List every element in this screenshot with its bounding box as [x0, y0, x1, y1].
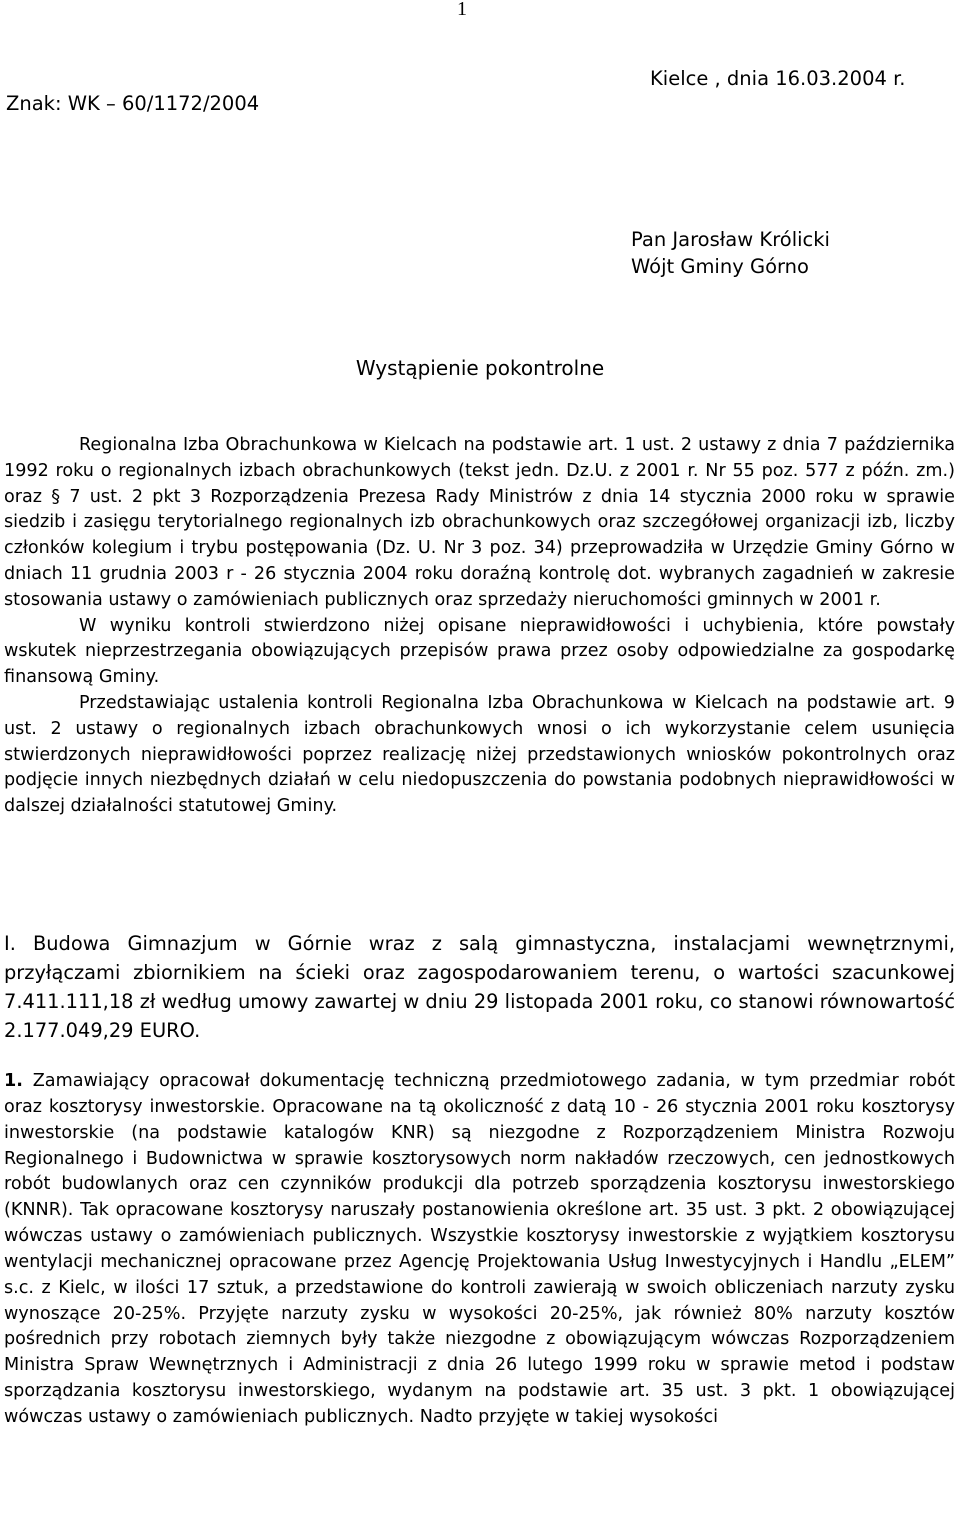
point-1: [4, 1069, 955, 1431]
document-title: Wystąpienie pokontrolne: [355, 356, 605, 380]
intro-paragraph: W wyniku kontroli stwierdzono niżej opisane nieprawidłowości i uchybienia, które powstały wskutek nieprzestrzegania obowiązujących przepisów prawa przez osoby odpowiedzialne za gospodarkę finansową Gminy.: [4, 615, 955, 688]
point-1-paragraph: [4, 1069, 955, 1431]
recipient-name: Pan Jarosław Królicki: [631, 228, 830, 251]
intro-paragraph: Przedstawiając ustalenia kontroli Regionalna Izba Obrachunkowa w Kielcach na podstawie art. 9 ust. 2 ustawy o regionalnych izbach obrachunkowych wnosi o ich wykorzystanie celem usunięcia stwierdzonych nieprawidłowości poprzez realizację niżej przedstawionych wniosków pokontrolnych oraz podjęcie innych niezbędnych działań w celu niedopuszczenia do powstania podobnych nieprawidłowości w dalszej działalności statutowej Gminy.: [4, 692, 955, 817]
point-1-text: Zamawiający opracował dokumentację techniczną przedmiotowego zadania, w tym przedmiar robót oraz kosztorysy inwestorskie. Opracowane na tą okoliczność z datą 10 - 26 stycznia 2001 roku kosztorysy inwestorskie (na podstawie katalogów KNR) są niezgodne z Rozporządzeniem Ministra Rozwoju Regionalnego i Budownictwa w sprawie kosztorysowych norm nakładów rzeczowych, cen jednostkowych robót budowlanych oraz cen czynników produkcji dla potrzeb sporządzenia kosztorysu inwestorskiego (KNNR). Tak opracowane kosztorysy naruszały postanowienia określone art. 35 ust. 3 pkt. 2 obowiązującej wówczas ustawy o zamówieniach publicznych. Wszystkie kosztorysy inwestorskie z wyjątkiem kosztorysu wentylacji mechanicznej opracowane przez Agencję Projektowania Usług Inwestycyjnych i Handlu „ELEM” s.c. z Kielc, w ilości 17 sztuk, a przedstawione do kontroli zawierają w swoich obliczeniach narzuty zysku wynoszące 20-25%. Przyjęte narzuty zysku w wysokości 20-25%, jak również 80% narzuty kosztów pośrednich przy robotach ziemnych były także niezgodne z obowiązującym wówczas Rozporządzeniem Ministra Spraw Wewnętrznych i Administracji z dnia 26 lutego 1999 roku w sprawie metod i podstaw sporządzania kosztorysu inwestorskiego, wydanym na podstawie art. 35 ust. 3 pkt. 1 obowiązującej wówczas ustawy o zamówieniach publicznych. Nadto przyjęte w takiej wysokości: [4, 1071, 956, 1427]
section-I-text: Budowa Gimnazjum w Górnie wraz z salą gimnastyczna, instalacjami wewnętrznymi, przyłączami zbiornikiem na ścieki oraz zagospodarowaniem terenu, o wartości szacunkowej 7.411.111,18 zł według umowy zawartej w dniu 29 listopada 2001 roku, co stanowi równowartość 2.177.049,29 EURO.: [4, 932, 955, 1042]
recipient-title: Wójt Gminy Górno: [631, 255, 809, 278]
reference-sign: Znak: WK – 60/1172/2004: [6, 92, 260, 115]
section-I-number: I.: [4, 932, 16, 955]
page-number: 1: [457, 0, 467, 20]
intro-paragraph: Regionalna Izba Obrachunkowa w Kielcach na podstawie art. 1 ust. 2 ustawy z dnia 7 października 1992 roku o regionalnych izbach obrachunkowych (tekst jedn. Dz.U. z 2001 r. Nr 55 poz. 577 z późn. zm.) oraz § 7 ust. 2 pkt 3 Rozporządzenia Prezesa Rady Ministrów z dnia 14 stycznia 2000 roku w sprawie siedzib i zasięgu terytorialnego regionalnych izb obrachunkowych oraz szczegółowej organizacji izb, liczby członków kolegium i trybu postępowania (Dz. U. Nr 3 poz. 34) przeprowadziła w Urzędzie Gminy Górno w dniach 11 grudnia 2003 r - 26 stycznia 2004 roku doraźną kontrolę dot. wybranych zagadnień w zakresie stosowania ustawy o zamówieniach publicznych oraz sprzedaży nieruchomości gminnych w 2001 r.: [4, 435, 955, 610]
section-I-paragraph: [4, 929, 955, 1045]
document-date: Kielce , dnia 16.03.2004 r.: [650, 67, 906, 90]
section-I: [4, 929, 955, 1045]
intro-section: [4, 433, 955, 820]
point-1-number: 1.: [4, 1071, 23, 1091]
recipient-block: [631, 226, 830, 280]
